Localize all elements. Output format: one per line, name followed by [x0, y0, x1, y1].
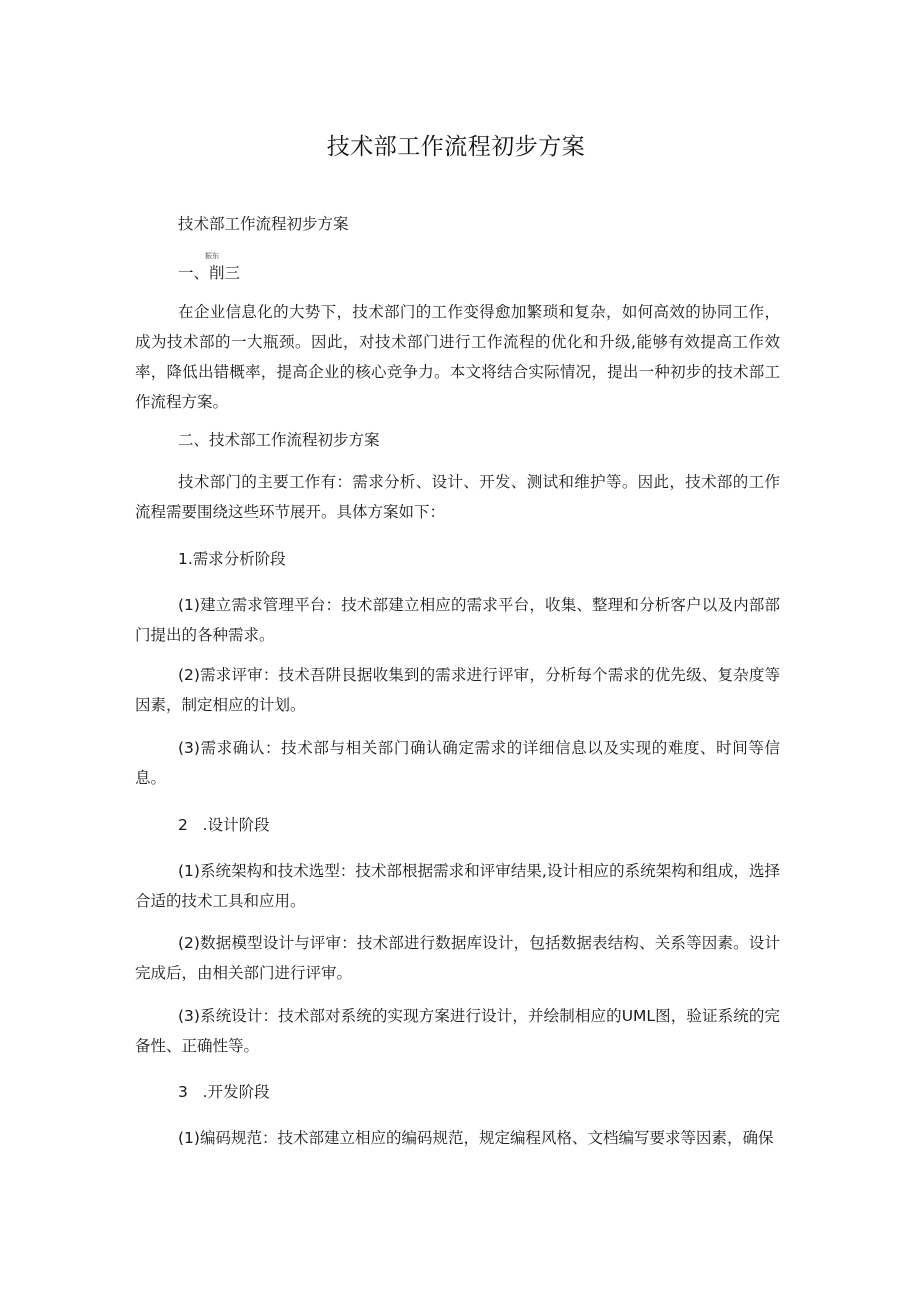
tiny-mark: 振东 [205, 252, 219, 260]
stage1-item2: (2)需求评审：技术吾阱艮据收集到的需求进行评审，分析每个需求的优先级、复杂度等因素，制定相应的计划。 [135, 666, 780, 714]
stage1-item3: (3)需求确认：技术部与相关部门确认确定需求的详细信息以及实现的难度、时间等信息。 [135, 739, 780, 787]
document-subtitle: 技术部工作流程初步方案 [178, 215, 349, 233]
stage2-item1: (1)系统架构和技术选型：技术部根据需求和评审结果,设计相应的系统架构和组成，选择合适的技术工具和应用。 [135, 862, 780, 910]
stage2-heading: 2 .设计阶段 [178, 816, 270, 834]
stage1-heading: 1.需求分析阶段 [178, 550, 286, 568]
section2-heading: 二、技术部工作流程初步方案 [178, 431, 380, 449]
stage2-item3: (3)系统设计：技术部对系统的实现方案进行设计，并绘制相应的UML图，验证系统的完备性、正确性等。 [135, 1007, 780, 1055]
stage1-item1: (1)建立需求管理平台：技术部建立相应的需求平台，收集、整理和分析客户以及内部部门提出的各种需求。 [135, 596, 780, 644]
stage2-item2: (2)数据模型设计与评审：技术部进行数据库设计，包括数据表结构、关系等因素。设计完成后，由相关部门进行评审。 [135, 934, 780, 982]
stage3-item1: (1)编码规范：技术部建立相应的编码规范，规定编程风格、文档编写要求等因素，确保 [178, 1129, 774, 1147]
stage3-heading: 3 .开发阶段 [178, 1083, 270, 1101]
intro-paragraph: 在企业信息化的大势下，技术部门的工作变得愈加繁琐和复杂，如何高效的协同工作，成为技术部的一大瓶颈。因此，对技术部门进行工作流程的优化和升级,能够有效提高工作效率，降低出错概率，提高企业的核心竞争力。本文将结合实际情况，提出一种初步的技术部工作流程方案。 [135, 303, 780, 411]
document-title: 技术部工作流程初步方案 [326, 134, 586, 160]
section1-heading: 一、削三 [178, 264, 241, 282]
main-paragraph: 技术部门的主要工作有：需求分析、设计、开发、测试和维护等。因此，技术部的工作流程需要围绕这些环节展开。具体方案如下： [135, 473, 780, 521]
